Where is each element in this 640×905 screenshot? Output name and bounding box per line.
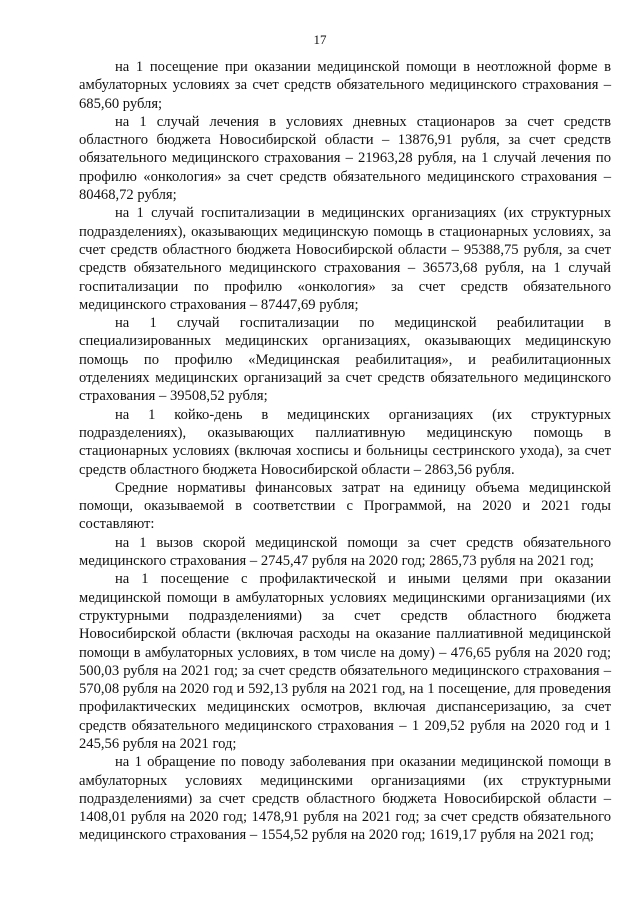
- page-number: 17: [313, 32, 327, 47]
- paragraph-outpatient-emergency: на 1 посещение при оказании медицинской помощи в неотложной форме в амбулаторных условиях за счет средств обязательного медицинского страхования – 685,60 рубля;: [79, 59, 611, 112]
- paragraph-hospitalization: на 1 случай госпитализации в медицинских организациях (их структурных подразделениях), оказывающих медицинскую помощь в стационарных условиях, за счет средств областного бюджета Новосибирской области – 95388,75 рубля, за счет средств обязательного медицинского страхования – 36573,68 рубля, на 1 случай госпитализации по профилю «онкология» за счет средств обязательного медицинского страхования – 87447,69 рубля;: [79, 205, 611, 313]
- paragraph-day-hospital: на 1 случай лечения в условиях дневных стационаров за счет средств областного бюджета Новосибирской области – 13876,91 рубля, за счет средств обязательного медицинского страхования – 21963,28 рубля, на 1 случай лечения по профилю «онкология» за счет средств обязательного медицинского страхования – 80468,72 рубля;: [79, 113, 611, 204]
- paragraph-disease-visit: на 1 обращение по поводу заболевания при оказании медицинской помощи в амбулаторных условиях медицинскими организациями (их структурными подразделениями) за счет средств областного бюджета Новосибирской области – 1408,01 рубля на 2020 год; 1478,91 рубля на 2021 год; за счет средств обязательного медицинского страхования – 1554,52 рубля на 2020 год; 1619,17 рубля на 2021 год;: [79, 754, 611, 844]
- paragraph-palliative-bed-day: на 1 койко-день в медицинских организациях (их структурных подразделениях), оказывающих паллиативную медицинскую помощь в стационарных условиях (включая хосписы и больницы сестринского ухода), за счет средств областного бюджета Новосибирской области – 2863,56 рубля.: [79, 406, 611, 478]
- paragraph-norms-intro: Средние нормативы финансовых затрат на единицу объема медицинской помощи, оказываемой в соответствии с Программой, на 2020 и 2021 годы составляют:: [79, 479, 611, 533]
- paragraph-rehabilitation: на 1 случай госпитализации по медицинской реабилитации в специализированных медицинских организациях, оказывающих медицинскую помощь по профилю «Медицинская реабилитация», и реабилитационных отделениях медицинских организаций за счет средств обязательного медицинского страхования – 39508,52 рубля;: [79, 315, 611, 405]
- body-text: [79, 58, 611, 845]
- paragraph-ambulance-call: на 1 вызов скорой медицинской помощи за счет средств обязательного медицинского страхования – 2745,47 рубля на 2020 год; 2865,73 рубля на 2021 год;: [79, 534, 611, 570]
- paragraph-preventive-visit: на 1 посещение с профилактической и иными целями при оказании медицинской помощи в амбулаторных условиях медицинскими организациями (их структурными подразделениями) за счет средств областного бюджета Новосибирской области (включая расходы на оказание паллиативной медицинской помощи в амбулаторных условиях, в том числе на дому) – 476,65 рубля на 2020 год; 500,03 рубля на 2021 год; за счет средств обязательного медицинского страхования – 570,08 рубля на 2020 год и 592,13 рубля на 2021 год, на 1 посещение, для проведения профилактических медицинских осмотров, включая диспансеризацию, за счет средств обязательного медицинского страхования – 1 209,52 рубля на 2020 год и 1 245,56 рубля на 2021 год;: [79, 571, 611, 752]
